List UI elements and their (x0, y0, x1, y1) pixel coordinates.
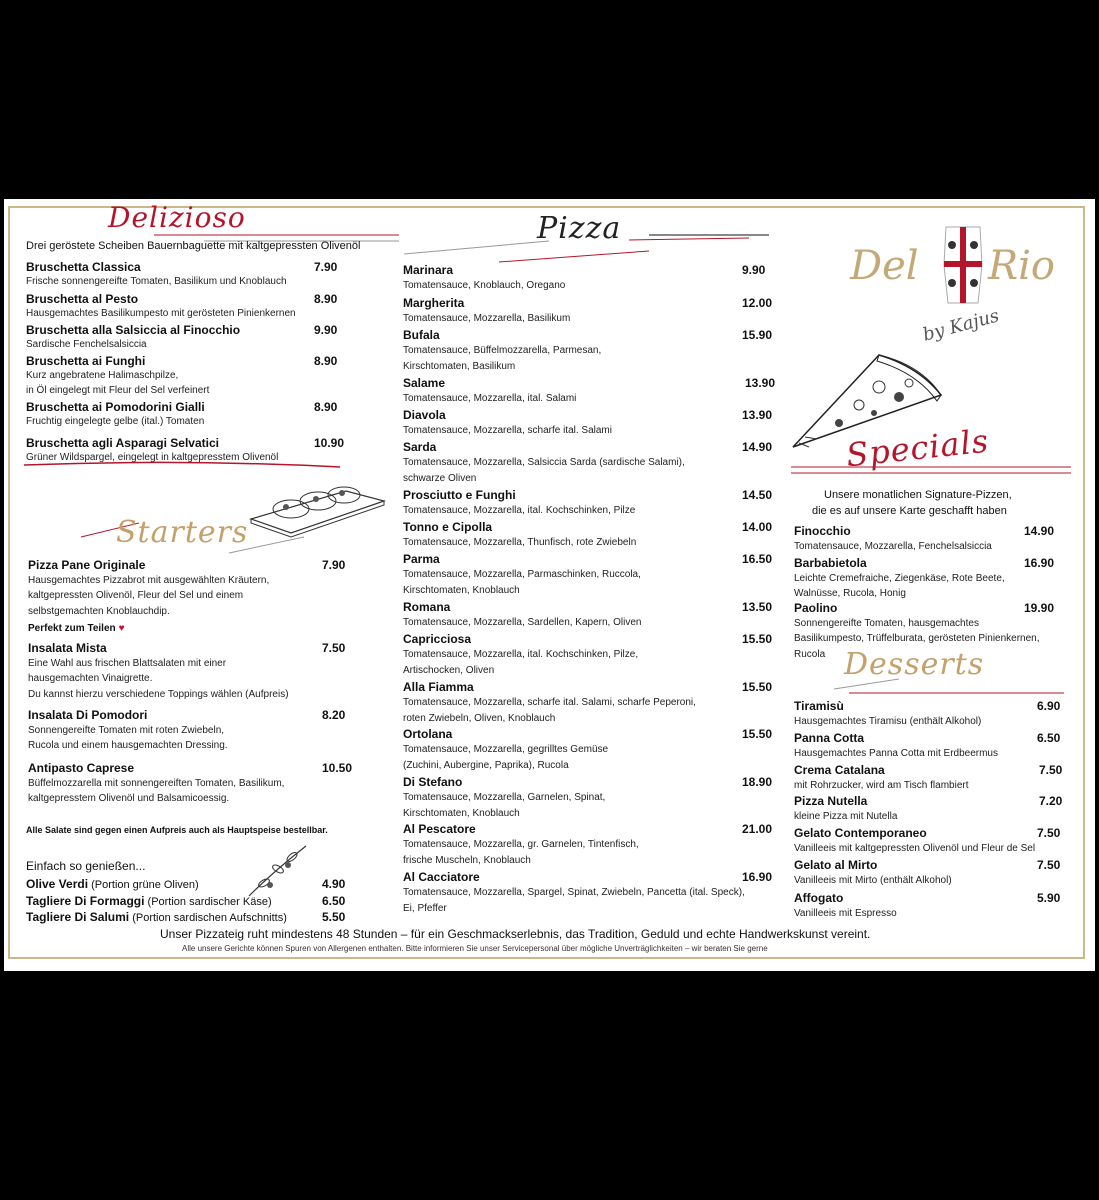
menu-item-price: 7.50 (1037, 826, 1061, 840)
menu-item-price: 13.90 (745, 376, 776, 390)
menu-item-description: Hausgemachtes Panna Cotta mit Erdbeermus (794, 748, 998, 759)
menu-item-price: 21.00 (742, 822, 773, 836)
menu-item-description: kleine Pizza mit Nutella (794, 811, 898, 822)
menu-item-description: Du kannst hierzu verschiedene Toppings wählen (Aufpreis) (28, 688, 289, 700)
einfach-item-price: 6.50 (322, 894, 346, 908)
menu-item-name: Bruschetta Classica (26, 260, 141, 274)
menu-item-description: Tomatensauce, Mozzarella, scharfe ital. Salami, scharfe Peperoni, (403, 697, 696, 708)
menu-item-description: Artischocken, Oliven (403, 664, 495, 676)
menu-item-price: 8.20 (322, 708, 346, 722)
menu-item-price: 7.90 (322, 558, 346, 572)
menu-item-price: 15.50 (742, 680, 773, 694)
menu-item-description: Tomatensauce, Mozzarella, gr. Garnelen, Tintenfisch, (403, 839, 639, 850)
menu-item-price: 14.00 (742, 520, 773, 534)
menu-item-description: roten Zwiebeln, Oliven, Knoblauch (403, 712, 556, 724)
menu-item-price: 13.50 (742, 600, 773, 614)
menu-item-note (28, 623, 125, 634)
menu-item-description: schwarze Oliven (403, 472, 477, 484)
einfach-item-name: Tagliere Di Salumi (26, 910, 130, 924)
menu-item-price: 10.90 (314, 436, 345, 450)
menu-item-description: Büffelmozzarella mit sonnengereiften Tomaten, Basilikum, (28, 778, 285, 789)
menu-item-description: Tomatensauce, Mozzarella, Spargel, Spinat, Zwiebeln, Pancetta (ital. Speck), (403, 887, 745, 898)
menu-item-name: Antipasto Caprese (28, 761, 135, 775)
menu-item-name: Gelato al Mirto (794, 858, 878, 872)
einfach-item (26, 894, 272, 908)
menu-item-price: 15.50 (742, 632, 773, 646)
menu-item-name: Salame (403, 376, 446, 390)
menu-item-price: 13.90 (742, 408, 773, 422)
menu-item-description: Sardische Fenchelsalsiccia (26, 339, 147, 350)
menu-item-description: Tomatensauce, Mozzarella, Sardellen, Kapern, Oliven (403, 617, 642, 628)
menu-item-description: Tomatensauce, Mozzarella, Basilikum (403, 313, 571, 324)
menu-item-price: 10.50 (322, 761, 353, 775)
delizioso-end-underline (22, 461, 342, 469)
menu-item-description: Basilikumpesto, Trüffelburata, gerösteten Pinienkernen, (794, 633, 1040, 645)
menu-item-name: Diavola (403, 408, 446, 422)
menu-item-description: (Zuchini, Aubergine, Paprika), Rucola (403, 759, 569, 771)
einfach-item-name: Tagliere Di Formaggi (26, 894, 145, 908)
brand-logo (844, 225, 1064, 345)
menu-item-description: Sonnengereifte Tomaten mit roten Zwiebeln, (28, 725, 225, 736)
olive-branch-illustration (244, 841, 314, 901)
delizioso-intro: Drei geröstete Scheiben Bauernbaguette mit kaltgepressten Olivenöl (26, 240, 361, 252)
footer-allergen-note: Alle unsere Gerichte können Spuren von Allergenen enthalten. Bitte informieren Sie unser Servicepersonal über mögliche Unverträglichkeiten – wir beraten Sie gerne (182, 944, 768, 953)
menu-item-description: Eine Wahl aus frischen Blattsalaten mit einer (28, 658, 227, 669)
einfach-item-price: 4.90 (322, 877, 346, 891)
menu-item-description: Rucola (794, 648, 826, 660)
menu-item-name: Parma (403, 552, 440, 566)
menu-item-description: Kurz angebratene Halimaschpilze, (26, 370, 179, 381)
menu-item-description: Tomatensauce, Mozzarella, ital. Salami (403, 393, 577, 404)
menu-item-price: 8.90 (314, 292, 338, 306)
menu-item-price: 16.90 (742, 870, 773, 884)
menu-item-price: 8.90 (314, 400, 338, 414)
menu-item-name: Marinara (403, 263, 454, 277)
menu-item-name: Bufala (403, 328, 440, 342)
menu-item-price: 5.90 (1037, 891, 1061, 905)
menu-item-description: hausgemachten Vinaigrette. (28, 673, 153, 685)
menu-item-price: 6.90 (1037, 699, 1061, 713)
menu-item-description: Tomatensauce, Mozzarella, Thunfisch, rote Zwiebeln (403, 537, 637, 548)
brand-byline: by Kajus (920, 305, 1002, 346)
menu-item-name: Barbabietola (794, 556, 867, 570)
menu-item-name: Affogato (794, 891, 844, 905)
menu-item-description: Tomatensauce, Mozzarella, gegrilltes Gemüse (403, 744, 609, 755)
menu-item-note-text: Perfekt zum Teilen (28, 622, 116, 634)
delizioso-title: Delizioso (108, 201, 246, 234)
menu-item-price: 16.50 (742, 552, 773, 566)
specials-title: Specials (844, 421, 991, 475)
specials-intro-line2: die es auf unsere Karte geschafft haben (812, 505, 1007, 517)
menu-item-name: Insalata Mista (28, 641, 107, 655)
menu-item-description: Tomatensauce, Mozzarella, Garnelen, Spinat, (403, 792, 606, 803)
menu-item-description: Leichte Cremefraiche, Ziegenkäse, Rote Beete, (794, 573, 1005, 584)
menu-item-price: 15.90 (742, 328, 773, 342)
menu-item-name: Gelato Contemporaneo (794, 826, 927, 840)
menu-item-name: Panna Cotta (794, 731, 865, 745)
brand-name-del: Del (850, 243, 919, 289)
menu-item-name: Bruschetta alla Salsiccia al Finocchio (26, 323, 241, 337)
menu-item-name: Capricciosa (403, 632, 472, 646)
einfach-item (26, 877, 199, 891)
menu-item-name: Bruschetta al Pesto (26, 292, 139, 306)
menu-item-price: 16.90 (1024, 556, 1055, 570)
desserts-title: Desserts (844, 647, 985, 682)
einfach-item-detail: (Portion grüne Oliven) (88, 879, 199, 891)
menu-item-description: frische Muscheln, Knoblauch (403, 854, 531, 866)
menu-item-description: Hausgemachtes Basilikumpesto mit gerösteten Pinienkernen (26, 308, 296, 319)
menu-item-price: 7.50 (322, 641, 346, 655)
menu-item-name: Romana (403, 600, 451, 614)
menu-item-description: Tomatensauce, Mozzarella, scharfe ital. Salami (403, 425, 612, 436)
menu-item-name: Al Pescatore (403, 822, 476, 836)
menu-item-name: Paolino (794, 601, 838, 615)
menu-item-description: mit Rohrzucker, wird am Tisch flambiert (794, 780, 969, 791)
menu-item-description: Walnüsse, Rucola, Honig (794, 588, 906, 600)
menu-item-name: Insalata Di Pomodori (28, 708, 148, 722)
menu-item-description: Vanilleeis mit Espresso (794, 908, 897, 919)
menu-item-price: 8.90 (314, 354, 338, 368)
menu-item-description: Tomatensauce, Mozzarella, ital. Kochschinken, Pilze (403, 505, 636, 516)
menu-item-description: Kirschtomaten, Knoblauch (403, 807, 520, 819)
menu-item-price: 14.50 (742, 488, 773, 502)
menu-item-description: Frische sonnengereifte Tomaten, Basilikum und Knoblauch (26, 276, 287, 287)
menu-item-description: in Öl eingelegt mit Fleur del Sel verfeinert (26, 385, 210, 396)
menu-item-price: 7.20 (1039, 794, 1063, 808)
menu-item-price: 9.90 (742, 263, 766, 277)
menu-item-name: Margherita (403, 296, 465, 310)
menu-item-description: Hausgemachtes Pizzabrot mit ausgewählten Kräutern, (28, 575, 270, 586)
menu-item-name: Finocchio (794, 524, 851, 538)
menu-item-price: 14.90 (1024, 524, 1055, 538)
brand-name-rio: Rio (988, 243, 1055, 289)
sardinia-flag-icon (938, 225, 988, 307)
menu-item-name: Bruschetta ai Pomodorini Gialli (26, 400, 205, 414)
menu-sheet (4, 199, 1095, 971)
menu-item-name: Ortolana (403, 727, 453, 741)
menu-item-price: 7.90 (314, 260, 338, 274)
menu-item-description: Rucola und einem hausgemachten Dressing. (28, 740, 228, 752)
menu-item-description: Vanilleeis mit kaltgepressten Olivenöl und Fleur de Sel (794, 843, 1036, 854)
menu-item-price: 6.50 (1037, 731, 1061, 745)
menu-item-price: 7.50 (1039, 763, 1063, 777)
menu-item-price: 14.90 (742, 440, 773, 454)
menu-item-name: Sarda (403, 440, 437, 454)
menu-item-description: Ei, Pfeffer (403, 902, 447, 914)
menu-item-price: 19.90 (1024, 601, 1055, 615)
menu-item-description: selbstgemachten Knoblauchdip. (28, 605, 170, 617)
menu-item-description: Tomatensauce, Büffelmozzarella, Parmesan, (403, 345, 602, 356)
menu-item-description: Vanilleeis mit Mirto (enthält Alkohol) (794, 875, 952, 886)
einfach-item-detail: (Portion sardischer Käse) (144, 896, 272, 908)
specials-title-lines (789, 461, 1074, 481)
menu-item-description: kaltgepressten Olivenöl, Fleur del Sel und einem (28, 590, 244, 602)
menu-item-name: Tonno e Cipolla (403, 520, 493, 534)
salad-note: Alle Salate sind gegen einen Aufpreis auch als Hauptspeise bestellbar. (26, 825, 328, 835)
heart-icon: ♥ (118, 622, 125, 634)
menu-item-name: Prosciutto e Funghi (403, 488, 516, 502)
menu-item-description: kaltgepresstem Olivenöl und Balsamicoessig. (28, 793, 230, 805)
menu-item-description: Hausgemachtes Tiramisu (enthält Alkohol) (794, 716, 982, 727)
menu-item-name: Pizza Nutella (794, 794, 868, 808)
menu-item-price: 7.50 (1037, 858, 1061, 872)
einfach-item (26, 910, 287, 924)
footer-main-note: Unser Pizzateig ruht mindestens 48 Stunden – für ein Geschmackserlebnis, das Tradition, Geduld und echte Handwerkskunst vereint. (160, 927, 871, 941)
menu-item-name: Bruschetta ai Funghi (26, 354, 146, 368)
specials-intro-line1: Unsere monatlichen Signature-Pizzen, (824, 489, 1012, 501)
menu-item-name: Pizza Pane Originale (28, 558, 146, 572)
menu-item-description: Tomatensauce, Knoblauch, Oregano (403, 280, 566, 291)
menu-item-price: 12.00 (742, 296, 773, 310)
menu-item-price: 18.90 (742, 775, 773, 789)
menu-item-description: Fruchtig eingelegte gelbe (ital.) Tomaten (26, 416, 205, 427)
menu-item-name: Tiramisù (794, 699, 844, 713)
menu-item-description: Grüner Wildspargel, eingelegt in kaltgepresstem Olivenöl (26, 452, 279, 463)
einfach-title: Einfach so genießen... (26, 859, 146, 873)
menu-item-description: Tomatensauce, Mozzarella, Fenchelsalsiccia (794, 541, 992, 552)
einfach-item-price: 5.50 (322, 910, 346, 924)
menu-item-price: 9.90 (314, 323, 338, 337)
menu-item-description: Kirschtomaten, Basilikum (403, 360, 516, 372)
desserts-title-lines (829, 669, 1069, 699)
menu-item-name: Alla Fiamma (403, 680, 474, 694)
einfach-item-detail: (Portion sardischen Aufschnitts) (129, 912, 287, 924)
menu-item-name: Di Stefano (403, 775, 463, 789)
menu-item-description: Tomatensauce, Mozzarella, Parmaschinken, Ruccola, (403, 569, 641, 580)
menu-item-description: Tomatensauce, Mozzarella, ital. Kochschinken, Pilze, (403, 649, 639, 660)
menu-item-name: Crema Catalana (794, 763, 885, 777)
menu-item-description: Sonnengereifte Tomaten, hausgemachtes (794, 618, 979, 629)
einfach-item-name: Olive Verdi (26, 877, 89, 891)
menu-item-price: 15.50 (742, 727, 773, 741)
pizza-title: Pizza (537, 211, 622, 246)
menu-item-name: Bruschetta agli Asparagi Selvatici (26, 436, 219, 450)
menu-item-name: Al Cacciatore (403, 870, 480, 884)
starters-title: Starters (116, 515, 249, 550)
menu-item-description: Tomatensauce, Mozzarella, Salsiccia Sarda (sardische Salami), (403, 457, 685, 468)
menu-item-description: Kirschtomaten, Knoblauch (403, 584, 520, 596)
